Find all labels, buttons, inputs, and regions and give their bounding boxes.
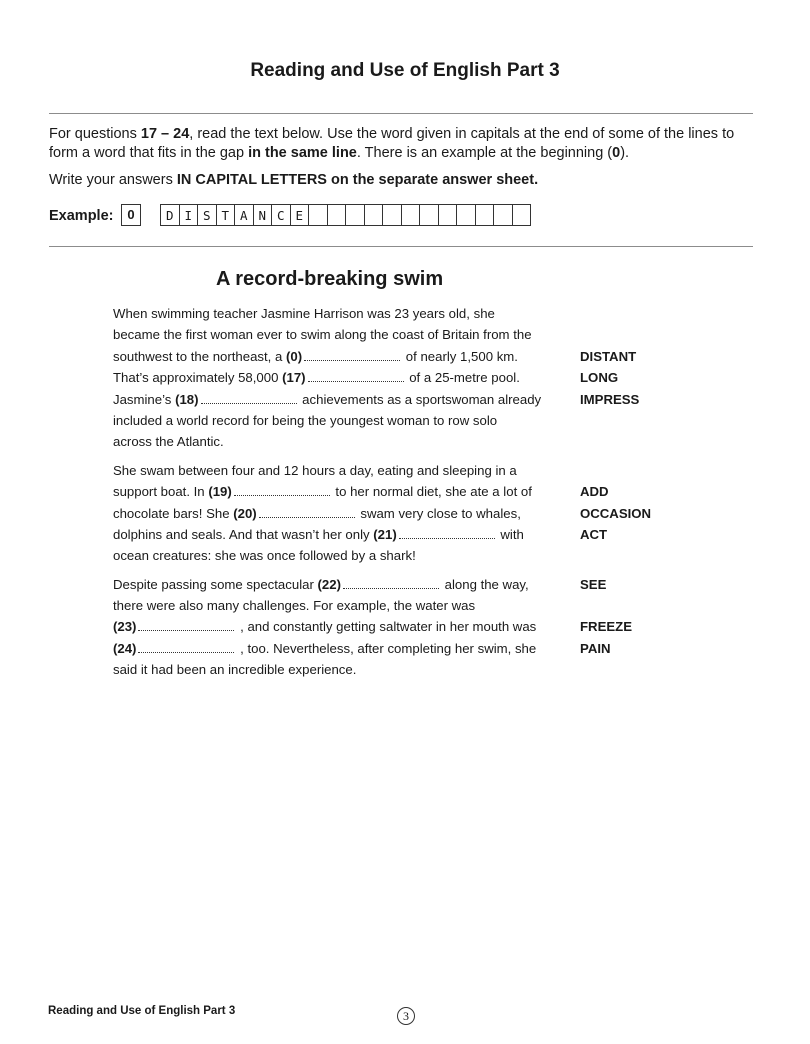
gap-24[interactable]: [138, 642, 234, 653]
example-number-box: 0: [121, 204, 141, 226]
instructions: [49, 125, 759, 190]
example-label: Example:: [49, 208, 114, 224]
passage-line: That’s approximately 58,000 (17) of a 25-metre pool. LONG: [113, 367, 673, 388]
stem-word: DISTANT: [580, 348, 637, 364]
gap-number: (17): [282, 370, 306, 386]
answer-cell: I: [179, 204, 199, 226]
page-title: Reading and Use of English Part 3: [250, 60, 560, 81]
answer-cell: C: [271, 204, 291, 226]
gap-number: (24): [113, 640, 137, 656]
paragraph-1: [113, 303, 673, 453]
stem-word: LONG: [580, 370, 619, 386]
gap-number: (20): [233, 505, 257, 521]
gap-18[interactable]: [201, 393, 297, 404]
example-answer-boxes: [161, 204, 531, 226]
answer-cell: [456, 204, 476, 226]
gap-17[interactable]: [308, 371, 404, 382]
gap-20[interactable]: [259, 507, 355, 518]
gap-23[interactable]: [138, 620, 234, 631]
answer-cell: [512, 204, 532, 226]
page-number: 3: [397, 1007, 415, 1025]
answer-cell: D: [160, 204, 180, 226]
middle-divider: [49, 246, 753, 247]
passage-line: Despite passing some spectacular (22) along the way, SEE: [113, 574, 673, 595]
answer-cell: [438, 204, 458, 226]
passage: [113, 303, 673, 688]
passage-line: She swam between four and 12 hours a day, eating and sleeping in a: [113, 462, 517, 478]
answer-cell: [308, 204, 328, 226]
top-divider: [49, 113, 753, 114]
gap-22[interactable]: [343, 578, 439, 589]
gap-19[interactable]: [234, 485, 330, 496]
passage-line: chocolate bars! She (20) swam very close to whales, OCCASION: [113, 503, 673, 524]
paragraph-3: [113, 574, 673, 681]
passage-line: there were also many challenges. For example, the water was: [113, 598, 476, 614]
passage-line: became the first woman ever to swim along the coast of Britain from the: [113, 327, 532, 343]
answer-cell: [419, 204, 439, 226]
passage-line: included a world record for being the youngest woman to row solo: [113, 412, 498, 428]
gap-21[interactable]: [399, 528, 495, 539]
answer-cell: [493, 204, 513, 226]
gap-number: (21): [373, 526, 397, 542]
gap-number: (19): [208, 484, 232, 500]
stem-word: ADD: [580, 484, 609, 500]
gap-number: (22): [317, 576, 341, 592]
answer-cell: N: [253, 204, 273, 226]
stem-word: FREEZE: [580, 619, 633, 635]
answer-cell: [382, 204, 402, 226]
answer-cell: [401, 204, 421, 226]
answer-cell: [475, 204, 495, 226]
gap-number: (18): [175, 391, 199, 407]
stem-word: IMPRESS: [580, 391, 640, 407]
passage-line: When swimming teacher Jasmine Harrison was 23 years old, she: [113, 306, 495, 321]
answer-cell: [345, 204, 365, 226]
text-title: A record-breaking swim: [216, 268, 444, 290]
stem-word: OCCASION: [580, 505, 652, 521]
gap-number: (0): [286, 348, 303, 364]
answer-cell: A: [234, 204, 254, 226]
passage-line: Jasmine’s (18) achievements as a sportswoman already IMPRESS: [113, 389, 673, 410]
answer-cell: E: [290, 204, 310, 226]
passage-line: ocean creatures: she was once followed by a shark!: [113, 548, 416, 564]
passage-line: support boat. In (19) to her normal diet, she ate a lot of ADD: [113, 481, 673, 502]
answer-cell: S: [197, 204, 217, 226]
passage-line: said it had been an incredible experience.: [113, 662, 357, 678]
gap-0[interactable]: [304, 350, 400, 361]
passage-line: across the Atlantic.: [113, 434, 224, 450]
answer-cell: [327, 204, 347, 226]
passage-line: (24) , too. Nevertheless, after completing her swim, she PAIN: [113, 638, 673, 659]
passage-line: (23) , and constantly getting saltwater in her mouth was FREEZE: [113, 616, 673, 637]
stem-word: SEE: [580, 576, 607, 592]
answer-cell: [364, 204, 384, 226]
instruction-paragraph-1: For questions 17 – 24, read the text below. Use the word given in capitals at the end of some of the lines to form a word that fits in the gap in the same line. There is an example at the beginning (0).: [49, 126, 735, 161]
gap-number: (23): [113, 619, 137, 635]
stem-word: PAIN: [580, 640, 611, 656]
paragraph-2: [113, 460, 673, 567]
footer-part-label: Reading and Use of English Part 3: [48, 1005, 236, 1017]
stem-word: ACT: [580, 526, 608, 542]
answer-cell: T: [216, 204, 236, 226]
passage-line: southwest to the northeast, a (0) of nearly 1,500 km. DISTANT: [113, 346, 673, 367]
passage-line: dolphins and seals. And that wasn’t her only (21) with ACT: [113, 524, 673, 545]
instruction-paragraph-2: Write your answers IN CAPITAL LETTERS on the separate answer sheet.: [49, 172, 539, 188]
